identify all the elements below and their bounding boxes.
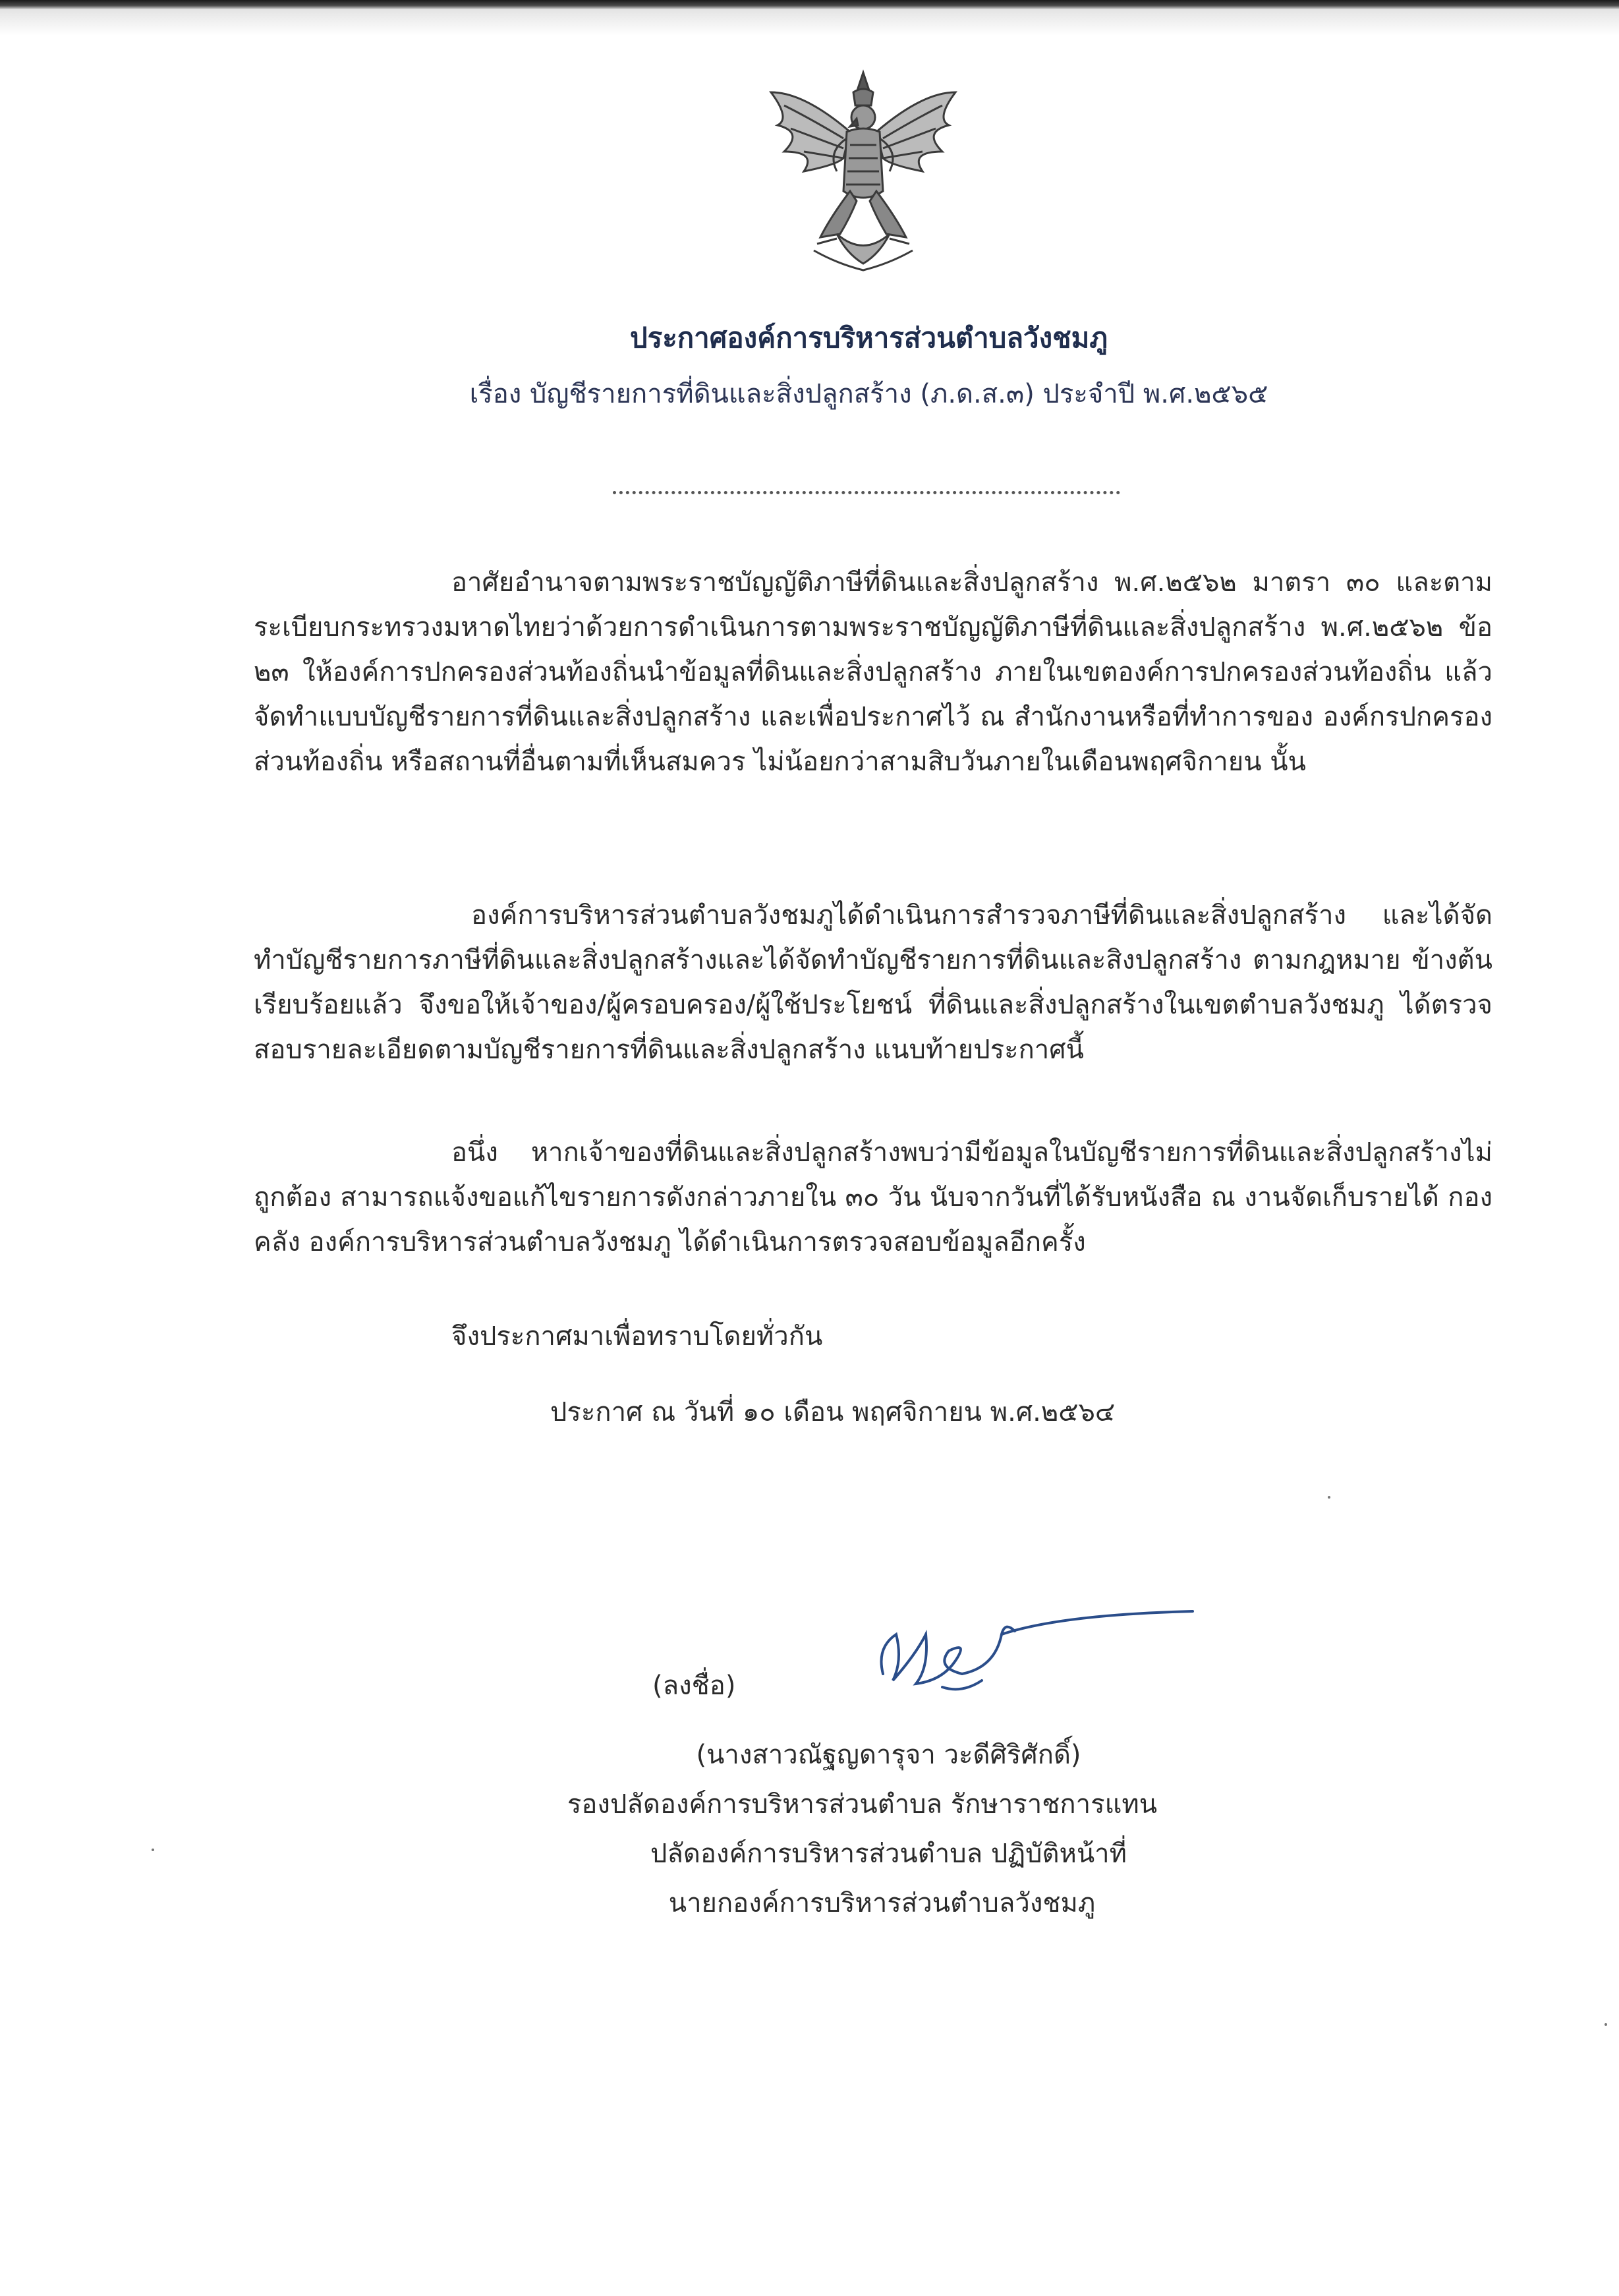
signatory-position-1: รองปลัดองค์การบริหารส่วนตำบล รักษาราชการแทน <box>567 1789 1158 1820</box>
document-subject: เรื่อง บัญชีรายการที่ดินและสิ่งปลูกสร้าง (ภ.ด.ส.๓) ประจำปี พ.ศ.๒๕๖๕ <box>469 379 1268 409</box>
signatory-name: (นางสาวณัฐญดารุจา วะดีศิริศักดิ์) <box>696 1740 1081 1770</box>
signature-label: (ลงชื่อ) <box>652 1671 736 1701</box>
paragraph-1-text: อาศัยอำนาจตามพระราชบัญญัติภาษีที่ดินและสิ่งปลูกสร้าง พ.ศ.๒๕๖๒ มาตรา ๓๐ และตามระเบียบกระทรวงมหาดไทยว่าด้วยการดำเนินการตามพระราชบัญญัติภาษีที่ดินและสิ่งปลูกสร้าง พ.ศ.๒๕๖๒ ข้อ ๒๓ ให้องค์การปกครองส่วนท้องถิ่นนำข้อมูลที่ดินและสิ่งปลูกสร้าง ภายในเขตองค์การปกครองส่วนท้องถิ่น แล้วจัดทำแบบบัญชีรายการที่ดินและสิ่งปลูกสร้าง และเพื่อประกาศไว้ ณ สำนักงานหรือที่ทำการของ องค์กรปกครองส่วนท้องถิ่น หรือสถานที่อื่นตามที่เห็นสมควร ไม่น้อยกว่าสามสิบวันภายในเดือนพฤศจิกายน นั้น <box>254 567 1492 777</box>
body-paragraph-3 <box>254 1130 1492 1265</box>
document-title: ประกาศองค์การบริหารส่วนตำบลวังชมภู <box>629 322 1108 354</box>
paragraph-2-text: องค์การบริหารส่วนตำบลวังชมภูได้ดำเนินการสำรวจภาษีที่ดินและสิ่งปลูกสร้าง และได้จัดทำบัญชีรายการภาษีที่ดินและสิ่งปลูกสร้างและได้จัดทำบัญชีรายการที่ดินและสิงปลูกสร้าง ตามกฎหมาย ข้างต้นเรียบร้อยแล้ว จึงขอให้เจ้าของ/ผู้ครอบครอง/ผู้ใช้ประโยชน์ ที่ดินและสิ่งปลูกสร้างในเขตตำบลวังชมภู ได้ตรวจสอบรายละเอียดตามบัญชีรายการที่ดินและสิ่งปลูกสร้าง แนบท้ายประกาศนี้ <box>254 900 1492 1065</box>
signatory-position-2: ปลัดองค์การบริหารส่วนตำบล ปฏิบัติหน้าที่ <box>650 1839 1127 1869</box>
dotted-separator <box>613 491 1120 494</box>
scan-speck <box>152 1849 154 1851</box>
scan-top-edge <box>0 0 1619 9</box>
signatory-position-3: นายกองค์การบริหารส่วนตำบลวังชมภู <box>668 1888 1096 1918</box>
garuda-emblem-icon <box>758 66 969 277</box>
scan-speck <box>1328 1496 1330 1499</box>
closing-announce: จึงประกาศมาเพื่อทราบโดยทั่วกัน <box>451 1321 823 1352</box>
body-paragraph-2 <box>254 893 1492 1072</box>
body-paragraph-1 <box>254 560 1492 784</box>
scan-speck <box>1605 2023 1607 2026</box>
handwritten-signature <box>863 1595 1206 1707</box>
scan-top-shade <box>0 9 1619 36</box>
paragraph-3-text: อนึ่ง หากเจ้าของที่ดินและสิ่งปลูกสร้างพบว่ามีข้อมูลในบัญชีรายการที่ดินและสิ่งปลูกสร้างไม่ถูกต้อง สามารถแจ้งขอแก้ไขรายการดังกล่าวภายใน ๓๐ วัน นับจากวันที่ได้รับหนังสือ ณ งานจัดเก็บรายได้ กองคลัง องค์การบริหารส่วนตำบลวังชมภู ได้ดำเนินการตรวจสอบข้อมูลอีกครั้ง <box>254 1137 1492 1257</box>
announcement-date: ประกาศ ณ วันที่ ๑๐ เดือน พฤศจิกายน พ.ศ.๒๕๖๔ <box>550 1397 1116 1427</box>
